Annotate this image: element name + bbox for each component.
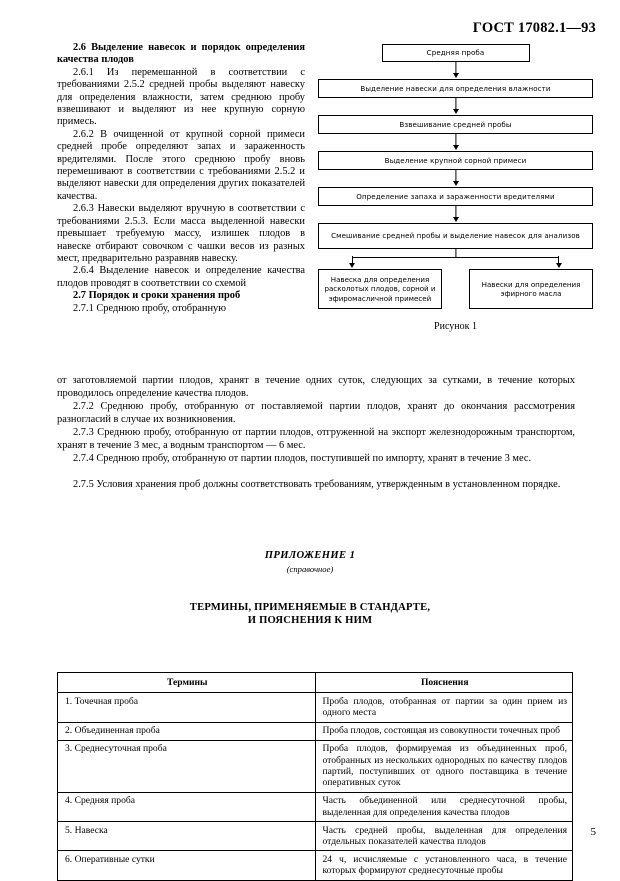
section-heading-2-7: 2.7 Порядок и сроки хранения проб — [73, 290, 241, 302]
table-row — [58, 822, 573, 851]
paragraph-2-7-1-text: от заготовляемой партии плодов, хранят в течение одних суток, следующих за сутками, в течение которых проводилось определение качества плодов. — [57, 375, 575, 399]
paragraph-2-6-2: 2.6.2 В очищенной от крупной сорной примеси средней пробе определяют запах и зараженность вредителями. После этого среднюю пробу вновь перемешивают в соответствии с требованиями 2.5.2 и выделяют навески для определения других показателей качества. — [57, 128, 305, 202]
table-row — [58, 792, 573, 821]
appendix-label: ПРИЛОЖЕНИЕ 1 — [264, 550, 356, 561]
paragraph-2-7-5-text: 2.7.5 Условия хранения проб должны соответствовать требованиям, утвержденным в установленном порядке. — [73, 479, 561, 490]
split-arrowhead-left — [349, 263, 355, 268]
flow-arrow-3 — [318, 134, 593, 151]
left-text-column — [57, 42, 305, 315]
flow-arrow-2 — [318, 98, 593, 115]
flow-arrow-4 — [318, 170, 593, 187]
column-header-terms: Термины — [58, 673, 316, 693]
column-header-explanations: Пояснения — [315, 673, 573, 693]
section-heading-2-6: 2.6 Выделение навесок и порядок определения качества плодов — [57, 42, 305, 66]
term-cell: 2. Объединенная проба — [58, 722, 316, 740]
term-cell: 4. Средняя проба — [58, 792, 316, 821]
paragraph-2-7-4 — [57, 453, 575, 466]
standard-number-header: ГОСТ 17082.1—93 — [472, 20, 596, 36]
term-cell: 3. Среднесуточная проба — [58, 740, 316, 792]
paragraph-2-6-3: 2.6.3 Навески выделяют вручную в соответствии с требованиями 2.5.3. Если масса выделенной навески превышает требуемую массу, излишек плодов в навеске отбирают совочком с чашки весов из разных мест, предварительно разравняв навеску. — [57, 203, 305, 264]
table-body — [58, 693, 573, 880]
explanation-cell: Проба плодов, формируемая из объединенных проб, отобранных из нескольких однородных по качеству плодов партий, поступивших от одного поставщика в течение оперативных суток — [315, 740, 573, 792]
paragraph-2-6-4: 2.6.4 Выделение навесок и определение качества плодов проводят в соответствии со схемой — [57, 265, 305, 289]
split-arrowhead-right — [556, 263, 562, 268]
flow-leaf-raskolotye-plody: Навеска для определения расколотых плодов, сорной и эфиромасличной примесей — [318, 269, 442, 309]
table-row — [58, 693, 573, 722]
flow-leaf-row — [318, 269, 593, 309]
flow-split-connector — [318, 249, 593, 269]
flow-node-srednyaya-proba: Средняя проба — [382, 44, 530, 62]
paragraph-2-7-2-text: 2.7.2 Среднюю пробу, отобранную от поставляемой партии плодов, хранят до окончания рассмотрения разногласий в случае их возникновения. — [57, 401, 575, 425]
flow-arrow-5 — [318, 206, 593, 223]
paragraph-2-7-1-start: 2.7.1 Среднюю пробу, отобранную — [73, 302, 226, 314]
explanation-cell: Проба плодов, отобранная от партии за один прием из одного места — [315, 693, 573, 722]
terms-table — [57, 672, 573, 881]
split-bar — [352, 257, 559, 258]
explanation-cell: Часть объединенной или среднесуточной пробы, выделенная для определения качества плодов — [315, 792, 573, 821]
flow-leaf-efirnoe-maslo: Навески для определения эфирного масла — [469, 269, 593, 309]
flow-node-smeshivanie: Смешивание средней пробы и выделение навесок для анализов — [318, 223, 593, 249]
flow-node-vydelenie-naveski-vlazhnost: Выделение навески для определения влажности — [318, 79, 593, 98]
paragraph-2-7-3-text: 2.7.3 Среднюю пробу, отобранную от партии плодов, отгруженной на экспорт железнодорожным транспортом, хранят в течение 3 мес, а водным транспортом — 6 мес. — [57, 427, 575, 451]
table-row — [58, 851, 573, 880]
paragraph-2-7-1-cont — [57, 375, 575, 400]
term-cell: 6. Оперативные сутки — [58, 851, 316, 880]
paragraph-2-7-5 — [57, 479, 575, 492]
explanation-cell: Часть средней пробы, выделенная для определения отдельных показателей качества плодов — [315, 822, 573, 851]
table-header-row — [58, 673, 573, 693]
paragraph-2-7-4-text: 2.7.4 Среднюю пробу, отобранную от партии плодов, поступившей по импорту, хранят в течение 3 мес. — [73, 453, 532, 464]
flow-node-vzveshivanie: Взвешивание средней пробы — [318, 115, 593, 134]
appendix-subtitle: (справочное) — [286, 564, 334, 574]
table-row — [58, 722, 573, 740]
flow-node-opredelenie-zapaha: Определение запаха и зараженности вредителями — [318, 187, 593, 206]
flow-arrow-1 — [318, 62, 593, 79]
table-row — [58, 740, 573, 792]
explanation-cell: Проба плодов, состоящая из совокупности точечных проб — [315, 722, 573, 740]
term-cell: 1. Точечная проба — [58, 693, 316, 722]
paragraph-2-7-2 — [57, 401, 575, 426]
appendix-title-line-2: И ПОЯСНЕНИЯ К НИМ — [247, 615, 373, 626]
flow-node-vydelenie-primesi: Выделение крупной сорной примеси — [318, 151, 593, 170]
explanation-cell: 24 ч, исчисляемые с установленного часа, в течение которых формируют среднесуточные пробы — [315, 851, 573, 880]
paragraph-2-7-3 — [57, 427, 575, 452]
term-cell: 5. Навеска — [58, 822, 316, 851]
page-number: 5 — [590, 826, 596, 838]
paragraph-2-6-1: 2.6.1 Из перемешанной в соответствии с требованиями 2.5.2 средней пробы выделяют навеску для определения влажности, затем среднюю пробу взвешивают и выделяют из нее крупную сорную примесь. — [57, 66, 305, 128]
figure-caption: Рисунок 1 — [434, 321, 477, 332]
appendix-title-line-1: ТЕРМИНЫ, ПРИМЕНЯЕМЫЕ В СТАНДАРТЕ, — [189, 602, 431, 613]
flowchart-figure — [318, 44, 593, 332]
